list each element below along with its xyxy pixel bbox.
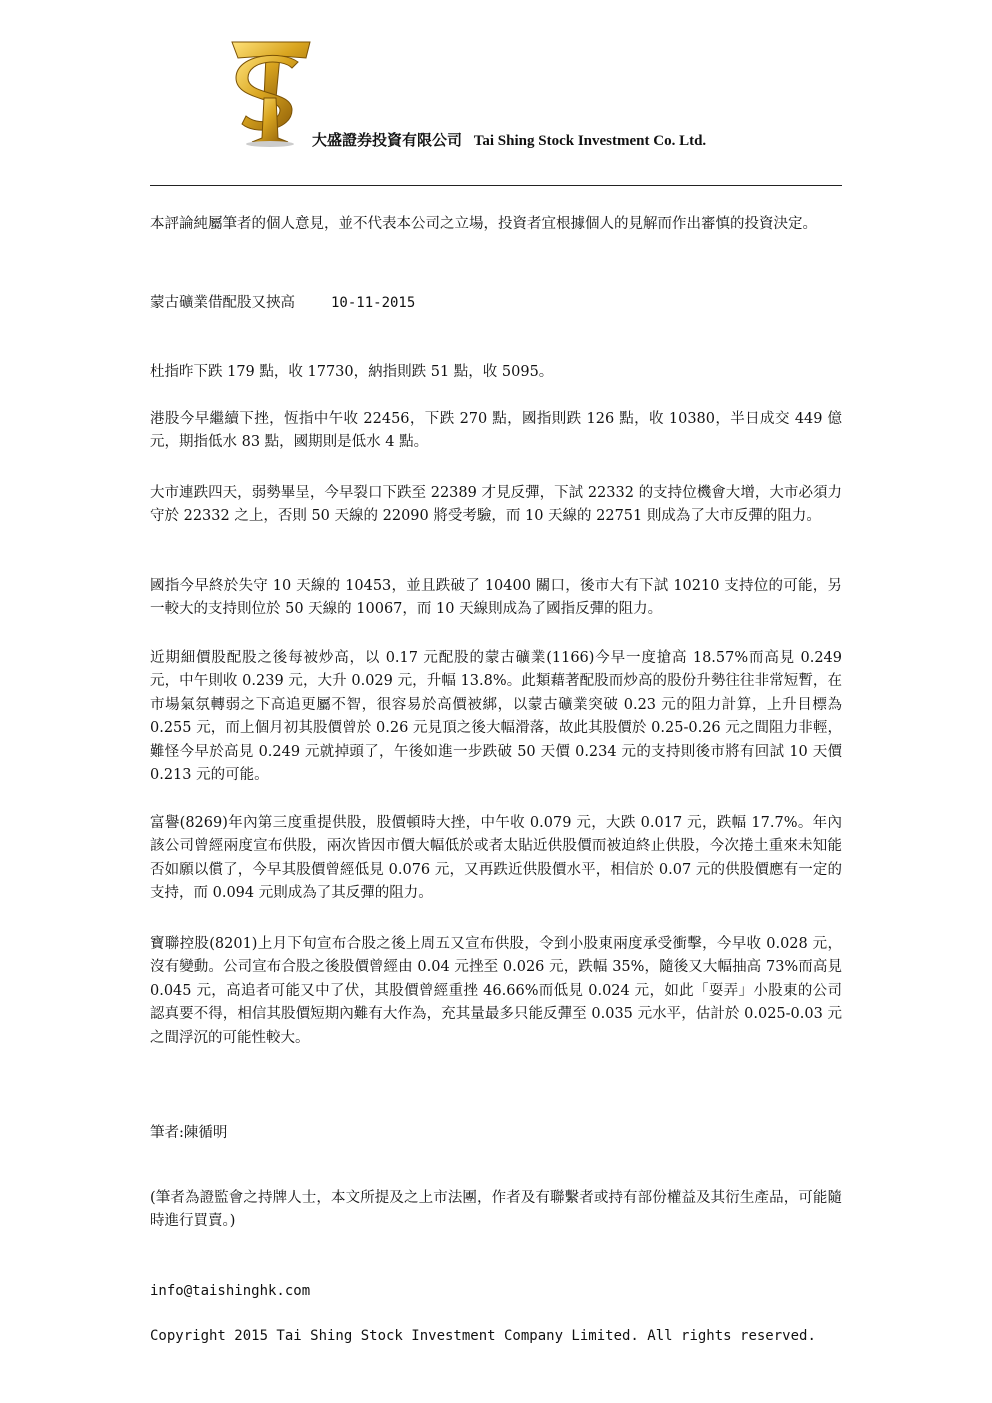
article-title: 蒙古礦業借配股又挾高 xyxy=(150,295,295,311)
paragraph-fu-yu: 富譽(8269)年內第三度重提供股，股價頓時大挫，中午收 0.079 元，大跌 0.017 元，跌幅 17.7%。年內該公司曾經兩度宣布供股，兩次皆因市價大幅低於或者太貼近供股價而被迫終止供股，今次捲土重來未知能否如願以償了，今早其股價曾經低見 0.076 元，又再跌近供股價水平，相信於 0.07 元的供股價應有一定的支持，而 0.094 元則成為了其反彈的阻力。 xyxy=(150,815,842,902)
author-note: (筆者為證監會之持牌人士，本文所提及之上市法團，作者及有聯繫者或持有部份權益及其衍生產品，可能隨時進行買賣。) xyxy=(150,1190,842,1230)
paragraph-market-trend: 大市連跌四天，弱勢畢呈，今早裂口下跌至 22389 才見反彈，下試 22332 的支持位機會大增，大市必須力守於 22332 之上，否則 50 天線的 22090 將受考驗，而 10 天線的 22751 則成為了大市反彈的阻力。 xyxy=(150,485,842,525)
author: 筆者:陳循明 xyxy=(150,1125,228,1141)
company-name-en: Tai Shing Stock Investment Co. Ltd. xyxy=(473,133,707,149)
paragraph-hk-market: 港股今早繼續下挫，恆指中午收 22456，下跌 270 點，國指則跌 126 點，收 10380，半日成交 449 億元，期指低水 83 點，國期則是低水 4 點。 xyxy=(150,411,842,451)
article-title-line xyxy=(150,292,842,315)
header-divider xyxy=(150,185,842,186)
contact-email[interactable]: info@taishinghk.com xyxy=(150,1283,311,1299)
paragraph-mongolia-mining: 近期細價股配股之後每被炒高，以 0.17 元配股的蒙古礦業(1166)今早一度搶高 18.57%而高見 0.249 元，中午則收 0.239 元，大升 0.029 元，升幅 13.8%。此類藉著配股而炒高的股份升勢往往非常短暫，在市場氣氛轉弱之下高追更屬不智，很容易於高價被綁，以蒙古礦業突破 0.23 元的阻力計算，上升目標為 0.255 元，而上個月初其股價曾於 0.26 元見頂之後大幅滑落，故此其股價於 0.25-0.26 元之間阻力非輕，難怪今早於高見 0.249 元就掉頭了，午後如進一步跌破 50 天價 0.234 元的支持則後市將有回試 10 天價 0.213 元的可能。 xyxy=(150,650,842,784)
company-name xyxy=(312,129,706,150)
disclaimer: 本評論純屬筆者的個人意見，並不代表本公司之立場，投資者宜根據個人的見解而作出審慎的投資決定。 xyxy=(150,216,817,232)
company-name-zh: 大盛證券投資有限公司 xyxy=(312,133,463,149)
paragraph-hscei: 國指今早終於失守 10 天線的 10453，並且跌破了 10400 關口，後市大有下試 10210 支持位的可能，另一較大的支持則位於 50 天線的 10067，而 10 天線則成為了國指反彈的阻力。 xyxy=(150,578,842,618)
paragraph-po-lin: 寶聯控股(8201)上月下旬宣布合股之後上周五又宣布供股，令到小股東兩度承受衝擊，今早收 0.028 元，沒有變動。公司宣布合股之後股價曾經由 0.04 元挫至 0.026 元，跌幅 35%，隨後又大幅抽高 73%而高見 0.045 元，高追者可能又中了伏，其股價曾經重挫 46.66%而低見 0.024 元，如此「耍弄」小股東的公司認真要不得，相信其股價短期內難有大作為，充其量最多只能反彈至 0.035 元水平，估計於 0.025-0.03 元之間浮沉的可能性較大。 xyxy=(150,936,842,1046)
article-date: 10-11-2015 xyxy=(331,295,416,311)
company-logo xyxy=(226,38,316,150)
copyright: Copyright 2015 Tai Shing Stock Investment Company Limited. All rights reserved. xyxy=(150,1328,816,1344)
paragraph-us-markets: 杜指昨下跌 179 點，收 17730，納指則跌 51 點，收 5095。 xyxy=(150,364,554,380)
